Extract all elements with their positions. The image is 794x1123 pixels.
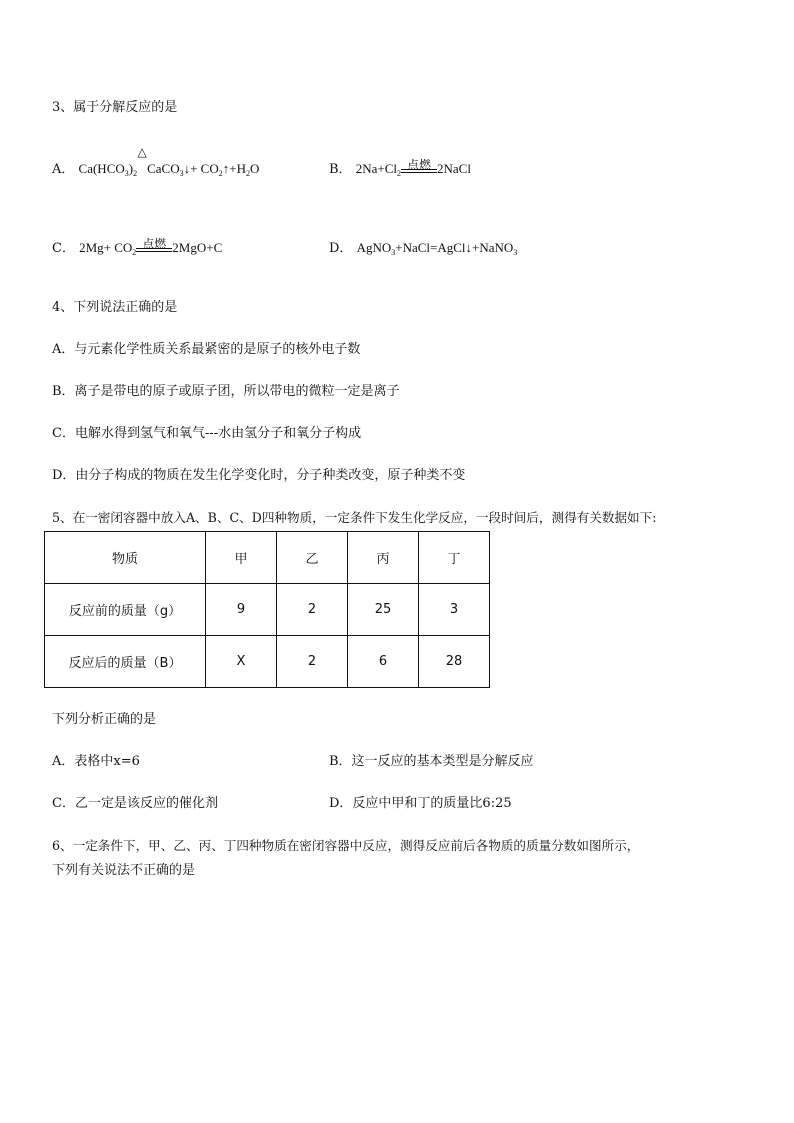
table-cell: 25 — [348, 584, 419, 636]
table-cell: 3 — [419, 584, 490, 636]
q4-option-c: C．电解水得到氢气和氧气---水由氢分子和氧分子构成 — [52, 426, 362, 441]
equation: AgNO$_3$+NaCl=AgCl↓+NaNO$_3$ — [356, 240, 518, 257]
table-cell: 9 — [206, 584, 277, 636]
question-6-stem-line2: 下列有关说法不正确的是 — [52, 863, 196, 878]
q3-option-c — [52, 239, 222, 258]
option-label: A． — [52, 162, 75, 177]
table-header-row — [45, 532, 490, 584]
table-cell: 2 — [277, 636, 348, 688]
table-cell: X — [206, 636, 277, 688]
table-cell: 28 — [419, 636, 490, 688]
q3-option-d — [329, 239, 517, 258]
q5-option-d: D．反应中甲和丁的质量比6:25 — [329, 796, 512, 811]
q3-option-b — [329, 160, 471, 179]
equation: $Ca(HCO_3)_2$ △ CaCO$_3$↓+ $CO_2↑+H_2O$ — [78, 145, 260, 178]
q4-option-b: B．离子是带电的原子或原子团，所以带电的微粒一定是离子 — [52, 384, 400, 399]
question-3-stem: 3、属于分解反应的是 — [52, 100, 178, 115]
option-label: C． — [52, 241, 75, 256]
table-row — [45, 636, 490, 688]
mass-data-table — [44, 531, 490, 688]
table-header-cell: 物质 — [45, 532, 206, 584]
equation: $2Na+Cl_2$ 点燃 2NaCl — [355, 158, 471, 178]
reaction-condition: △ — [137, 145, 147, 159]
table-cell: 6 — [348, 636, 419, 688]
table-cell: 反应前的质量（g） — [45, 584, 206, 636]
option-label: D． — [329, 241, 353, 256]
question-4-stem: 4、下列说法正确的是 — [52, 300, 178, 315]
table-header-cell: 丙 — [348, 532, 419, 584]
q3-option-a — [52, 145, 260, 179]
q4-option-a: A．与元素化学性质关系最紧密的是原子的核外电子数 — [52, 342, 361, 357]
table-cell: 2 — [277, 584, 348, 636]
table-row — [45, 584, 490, 636]
q5-option-b: B．这一反应的基本类型是分解反应 — [329, 754, 534, 769]
question-6-stem-line1: 6、一定条件下，甲、乙、丙、丁四种物质在密闭容器中反应，测得反应前后各物质的质量分数如图所示， — [52, 838, 640, 853]
q5-option-c: C．乙一定是该反应的催化剂 — [52, 796, 218, 811]
equation: $2Mg+ CO_2$ 点燃 2MgO+C — [79, 237, 223, 257]
table-header-cell: 乙 — [277, 532, 348, 584]
question-5-stem: 5、在一密闭容器中放入A、B、C、D四种物质，一定条件下发生化学反应，一段时间后，测得有关数据如下: — [52, 510, 657, 525]
q5-subprompt: 下列分析正确的是 — [52, 712, 157, 727]
table-cell: 反应后的质量（B） — [45, 636, 206, 688]
q5-option-a: A．表格中x=6 — [52, 754, 140, 769]
table-header-cell: 甲 — [206, 532, 277, 584]
q4-option-d: D．由分子构成的物质在发生化学变化时，分子种类改变，原子种类不变 — [52, 468, 466, 483]
table-header-cell: 丁 — [419, 532, 490, 584]
option-label: B． — [329, 162, 352, 177]
